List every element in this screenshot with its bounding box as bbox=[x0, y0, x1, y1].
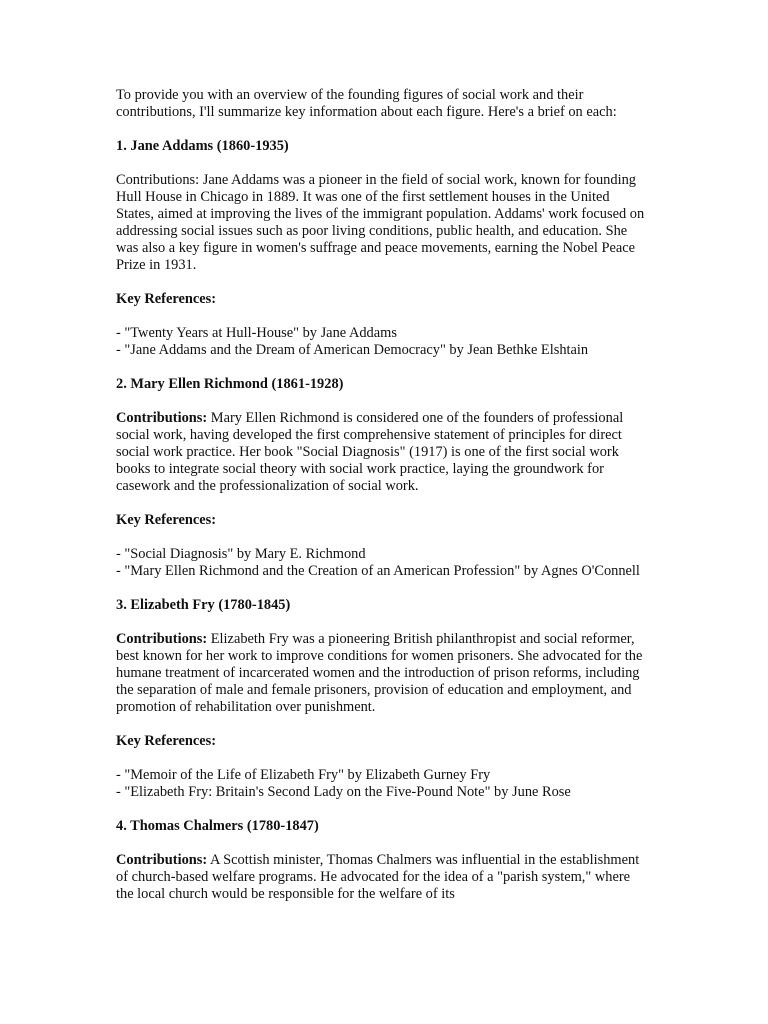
key-references-heading: Key References: bbox=[116, 291, 217, 307]
contributions-paragraph-jane-addams bbox=[116, 172, 646, 274]
reference-item: - "Twenty Years at Hull-House" by Jane Addams bbox=[116, 325, 397, 341]
contributions-text: Mary Ellen Richmond is considered one of the founders of professional social work, having developed the first comprehensive statement of principles for direct social work practice. Her book "Social Diagnosis" (1917) is one of the first social work books to integrate social theory with social work practice, laying the groundwork for casework and the professionalization of social work. bbox=[116, 410, 624, 494]
section-heading-thomas-chalmers: 4. Thomas Chalmers (1780-1847) bbox=[116, 818, 319, 834]
contributions-paragraph-thomas-chalmers bbox=[116, 852, 646, 903]
reference-list bbox=[116, 325, 646, 359]
contributions-text: Elizabeth Fry was a pioneering British philanthropist and social reformer, best known for her work to improve conditions for women prisoners. She advocated for the humane treatment of incarcerated women and the introduction of prison reforms, including the separation of male and female prisoners, provision of education and employment, and promotion of rehabilitation over punishment. bbox=[116, 631, 643, 715]
key-references-heading: Key References: bbox=[116, 733, 217, 749]
contributions-text: Contributions: Jane Addams was a pioneer in the field of social work, known for founding Hull House in Chicago in 1889. It was one of the first settlement houses in the United States, aimed at improving the lives of the immigrant population. Addams' work focused on addressing social issues such as poor living conditions, public health, and education. She was also a key figure in women's suffrage and peace movements, earning the Nobel Peace Prize in 1931. bbox=[116, 172, 645, 273]
reference-list bbox=[116, 767, 646, 801]
document-page bbox=[116, 87, 646, 920]
reference-item: - "Mary Ellen Richmond and the Creation of an American Profession" by Agnes O'Connell bbox=[116, 563, 640, 579]
section-heading-mary-ellen-richmond: 2. Mary Ellen Richmond (1861-1928) bbox=[116, 376, 344, 392]
reference-item: - "Memoir of the Life of Elizabeth Fry" by Elizabeth Gurney Fry bbox=[116, 767, 491, 783]
reference-item: - "Social Diagnosis" by Mary E. Richmond bbox=[116, 546, 366, 562]
contributions-paragraph-mary-ellen-richmond bbox=[116, 410, 646, 495]
contributions-label: Contributions: bbox=[116, 410, 208, 426]
contributions-label: Contributions: bbox=[116, 631, 208, 647]
key-references-heading: Key References: bbox=[116, 512, 217, 528]
reference-item: - "Jane Addams and the Dream of American Democracy" by Jean Bethke Elshtain bbox=[116, 342, 589, 358]
contributions-paragraph-elizabeth-fry bbox=[116, 631, 646, 716]
section-heading-elizabeth-fry: 3. Elizabeth Fry (1780-1845) bbox=[116, 597, 291, 613]
section-heading-jane-addams: 1. Jane Addams (1860-1935) bbox=[116, 138, 289, 154]
reference-item: - "Elizabeth Fry: Britain's Second Lady on the Five-Pound Note" by June Rose bbox=[116, 784, 571, 800]
intro-paragraph: To provide you with an overview of the founding figures of social work and their contributions, I'll summarize key information about each figure. Here's a brief on each: bbox=[116, 87, 617, 120]
reference-list bbox=[116, 546, 646, 580]
contributions-label: Contributions: bbox=[116, 852, 208, 868]
contributions-text: A Scottish minister, Thomas Chalmers was influential in the establishment of church-based welfare programs. He advocated for the idea of a "parish system," where the local church would be responsible for the welfare of its bbox=[116, 852, 640, 902]
